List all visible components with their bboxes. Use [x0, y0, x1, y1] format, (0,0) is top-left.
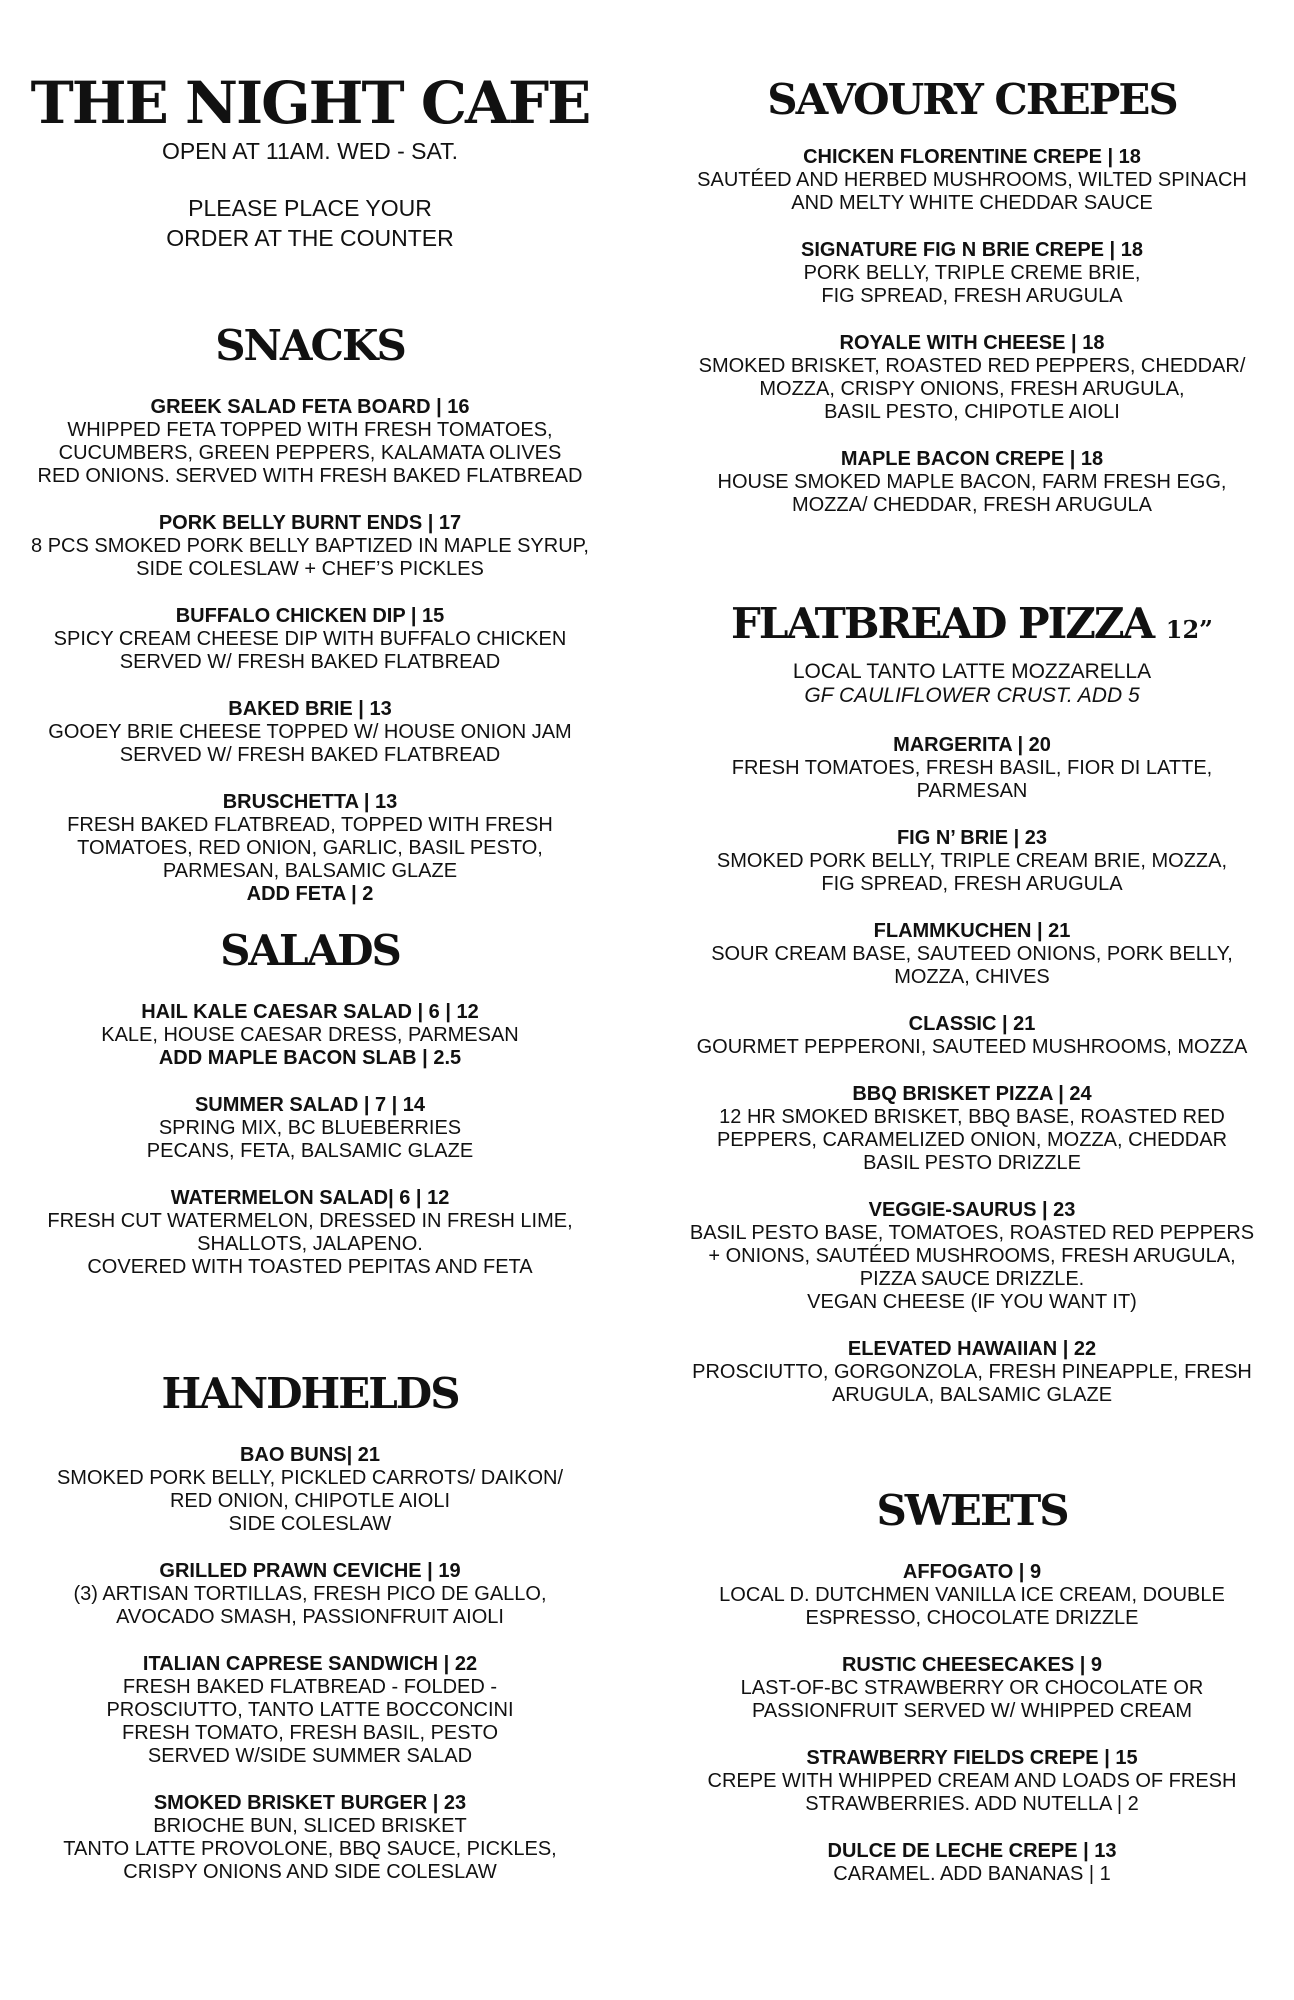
item-name: MARGERITA | 20: [893, 734, 1051, 756]
item-name: SIGNATURE FIG N BRIE CREPE | 18: [801, 239, 1143, 261]
menu-item: [0, 1001, 620, 1070]
menu-item: [650, 827, 1294, 896]
handhelds-section: [0, 1368, 620, 1908]
crepes-section: [650, 74, 1294, 541]
item-name: AFFOGATO | 9: [902, 1561, 1042, 1583]
menu-item: [650, 1840, 1294, 1886]
item-desc: WHIPPED FETA TOPPED WITH FRESH TOMATOES, CUCUMBERS, GREEN PEPPERS, KALAMATA OLIVES RED ONIONS. SERVED WITH FRESH BAKED FLATBREAD: [37, 419, 583, 487]
handhelds-title: HANDHELDS: [161, 1369, 459, 1418]
item-desc: FRESH CUT WATERMELON, DRESSED IN FRESH LIME, SHALLOTS, JALAPENO. COVERED WITH TOASTED PEPITAS AND FETA: [47, 1210, 573, 1278]
order-line-1: PLEASE PLACE YOUR: [188, 195, 432, 221]
item-desc: SMOKED PORK BELLY, TRIPLE CREAM BRIE, MOZZA, FIG SPREAD, FRESH ARUGULA: [716, 850, 1228, 895]
menu-item: [0, 1653, 620, 1768]
salads-title: SALADS: [220, 926, 400, 975]
item-desc: SMOKED BRISKET, ROASTED RED PEPPERS, CHEDDAR/ MOZZA, CRISPY ONIONS, FRESH ARUGULA, BASIL PESTO, CHIPOTLE AIOLI: [698, 355, 1246, 423]
item-addon: ADD FETA | 2: [246, 883, 374, 905]
item-desc: CARAMEL. ADD BANANAS | 1: [833, 1863, 1111, 1885]
item-name: CLASSIC | 21: [908, 1013, 1036, 1035]
item-name: MAPLE BACON CREPE | 18: [840, 448, 1104, 470]
menu-item: [650, 1083, 1294, 1175]
menu-item: [0, 1444, 620, 1536]
item-name: BAO BUNS| 21: [239, 1444, 381, 1466]
menu-item: [650, 448, 1294, 517]
item-name: RUSTIC CHEESECAKES | 9: [841, 1654, 1103, 1676]
item-name: ITALIAN CAPRESE SANDWICH | 22: [142, 1653, 478, 1675]
item-desc: FRESH BAKED FLATBREAD, TOPPED WITH FRESH TOMATOES, RED ONION, GARLIC, BASIL PESTO, PARMESAN, BALSAMIC GLAZE: [67, 814, 553, 882]
sweets-section: [650, 1485, 1294, 1910]
item-addon: ADD MAPLE BACON SLAB | 2.5: [158, 1047, 462, 1069]
item-name: SMOKED BRISKET BURGER | 23: [153, 1792, 467, 1814]
sweets-title: SWEETS: [876, 1486, 1068, 1535]
order-line-2: ORDER AT THE COUNTER: [166, 225, 454, 251]
menu-item: [0, 1094, 620, 1163]
item-desc: BASIL PESTO BASE, TOMATOES, ROASTED RED PEPPERS + ONIONS, SAUTÉED MUSHROOMS, FRESH ARUGULA, PIZZA SAUCE DRIZZLE. VEGAN CHEESE (IF YOU WANT IT): [689, 1222, 1255, 1313]
item-desc: SPRING MIX, BC BLUEBERRIES PECANS, FETA, BALSAMIC GLAZE: [146, 1117, 474, 1162]
menu-item: [650, 1561, 1294, 1630]
item-name: ELEVATED HAWAIIAN | 22: [847, 1338, 1097, 1360]
menu-item: [0, 605, 620, 674]
item-name: WATERMELON SALAD| 6 | 12: [170, 1187, 450, 1209]
cafe-title: THE NIGHT CAFE: [30, 69, 590, 137]
menu-item: [650, 1654, 1294, 1723]
menu-item: [0, 396, 620, 488]
pizza-title-text: FLATBREAD PIZZA: [731, 599, 1154, 648]
menu-item: [650, 1747, 1294, 1816]
salads-section: [0, 925, 620, 1303]
menu-item: [650, 332, 1294, 424]
item-name: DULCE DE LECHE CREPE | 13: [827, 1840, 1117, 1862]
menu-item: [650, 1013, 1294, 1059]
pizza-title: [650, 598, 1294, 656]
pizza-subtitle: LOCAL TANTO LATTE MOZZARELLA: [792, 660, 1152, 683]
menu-item: [0, 1187, 620, 1279]
item-desc: 12 HR SMOKED BRISKET, BBQ BASE, ROASTED RED PEPPERS, CARAMELIZED ONION, MOZZA, CHEDDAR BASIL PESTO DRIZZLE: [716, 1106, 1228, 1174]
item-desc: KALE, HOUSE CAESAR DRESS, PARMESAN: [101, 1024, 519, 1046]
item-name: GRILLED PRAWN CEVICHE | 19: [159, 1560, 461, 1582]
item-name: FLAMMKUCHEN | 21: [873, 920, 1071, 942]
hours-line: OPEN AT 11AM. WED - SAT.: [161, 138, 459, 164]
item-name: BAKED BRIE | 13: [228, 698, 392, 720]
item-name: SUMMER SALAD | 7 | 14: [194, 1094, 426, 1116]
item-desc: BRIOCHE BUN, SLICED BRISKET TANTO LATTE PROVOLONE, BBQ SAUCE, PICKLES, CRISPY ONIONS AND SIDE COLESLAW: [63, 1815, 557, 1883]
menu-item: [650, 239, 1294, 308]
item-desc: FRESH TOMATOES, FRESH BASIL, FIOR DI LATTE, PARMESAN: [731, 757, 1213, 802]
menu-item: [0, 791, 620, 906]
item-desc: CREPE WITH WHIPPED CREAM AND LOADS OF FRESH STRAWBERRIES. ADD NUTELLA | 2: [707, 1770, 1237, 1815]
menu-item: [650, 920, 1294, 989]
pizza-section: [650, 598, 1294, 1431]
item-desc: LOCAL D. DUTCHMEN VANILLA ICE CREAM, DOUBLE ESPRESSO, CHOCOLATE DRIZZLE: [719, 1584, 1225, 1629]
item-desc: (3) ARTISAN TORTILLAS, FRESH PICO DE GALLO, AVOCADO SMASH, PASSIONFRUIT AIOLI: [73, 1583, 547, 1628]
snacks-section: [0, 320, 620, 930]
item-name: STRAWBERRY FIELDS CREPE | 15: [806, 1747, 1138, 1769]
pizza-gf-note: GF CAULIFLOWER CRUST. ADD 5: [804, 684, 1140, 707]
item-name: BUFFALO CHICKEN DIP | 15: [175, 605, 445, 627]
item-desc: LAST-OF-BC STRAWBERRY OR CHOCOLATE OR PASSIONFRUIT SERVED W/ WHIPPED CREAM: [740, 1677, 1204, 1722]
menu-item: [650, 146, 1294, 215]
item-desc: 8 PCS SMOKED PORK BELLY BAPTIZED IN MAPLE SYRUP, SIDE COLESLAW + CHEF’S PICKLES: [31, 535, 589, 580]
item-name: VEGGIE-SAURUS | 23: [868, 1199, 1076, 1221]
menu-item: [0, 698, 620, 767]
snacks-title: SNACKS: [215, 321, 405, 370]
menu-item: [0, 1792, 620, 1884]
item-desc: SOUR CREAM BASE, SAUTEED ONIONS, PORK BELLY, MOZZA, CHIVES: [711, 943, 1233, 988]
menu-item: [650, 734, 1294, 803]
menu-item: [0, 512, 620, 581]
item-desc: HOUSE SMOKED MAPLE BACON, FARM FRESH EGG, MOZZA/ CHEDDAR, FRESH ARUGULA: [717, 471, 1227, 516]
item-name: ROYALE WITH CHEESE | 18: [839, 332, 1105, 354]
menu-item: [0, 1560, 620, 1629]
item-desc: GOURMET PEPPERONI, SAUTEED MUSHROOMS, MOZZA: [696, 1036, 1248, 1058]
item-name: BBQ BRISKET PIZZA | 24: [852, 1083, 1092, 1105]
item-name: HAIL KALE CAESAR SALAD | 6 | 12: [141, 1001, 479, 1023]
item-name: BRUSCHETTA | 13: [222, 791, 398, 813]
item-desc: FRESH BAKED FLATBREAD - FOLDED - PROSCIUTTO, TANTO LATTE BOCCONCINI FRESH TOMATO, FRESH BASIL, PESTO SERVED W/SIDE SUMMER SALAD: [106, 1676, 514, 1767]
item-desc: GOOEY BRIE CHEESE TOPPED W/ HOUSE ONION JAM SERVED W/ FRESH BAKED FLATBREAD: [48, 721, 572, 766]
item-name: PORK BELLY BURNT ENDS | 17: [158, 512, 462, 534]
item-name: FIG N’ BRIE | 23: [896, 827, 1048, 849]
pizza-size: 12”: [1165, 615, 1213, 644]
item-desc: PORK BELLY, TRIPLE CREME BRIE, FIG SPREAD, FRESH ARUGULA: [803, 262, 1141, 307]
item-desc: SPICY CREAM CHEESE DIP WITH BUFFALO CHICKEN SERVED W/ FRESH BAKED FLATBREAD: [53, 628, 567, 673]
item-desc: PROSCIUTTO, GORGONZOLA, FRESH PINEAPPLE, FRESH ARUGULA, BALSAMIC GLAZE: [692, 1361, 1252, 1406]
crepes-title: SAVOURY CREPES: [767, 75, 1177, 124]
item-name: GREEK SALAD FETA BOARD | 16: [150, 396, 470, 418]
menu-item: [650, 1199, 1294, 1314]
menu-item: [650, 1338, 1294, 1407]
item-desc: SAUTÉED AND HERBED MUSHROOMS, WILTED SPINACH AND MELTY WHITE CHEDDAR SAUCE: [697, 169, 1247, 214]
item-name: CHICKEN FLORENTINE CREPE | 18: [803, 146, 1141, 168]
item-desc: SMOKED PORK BELLY, PICKLED CARROTS/ DAIKON/ RED ONION, CHIPOTLE AIOLI SIDE COLESLAW: [56, 1467, 564, 1535]
